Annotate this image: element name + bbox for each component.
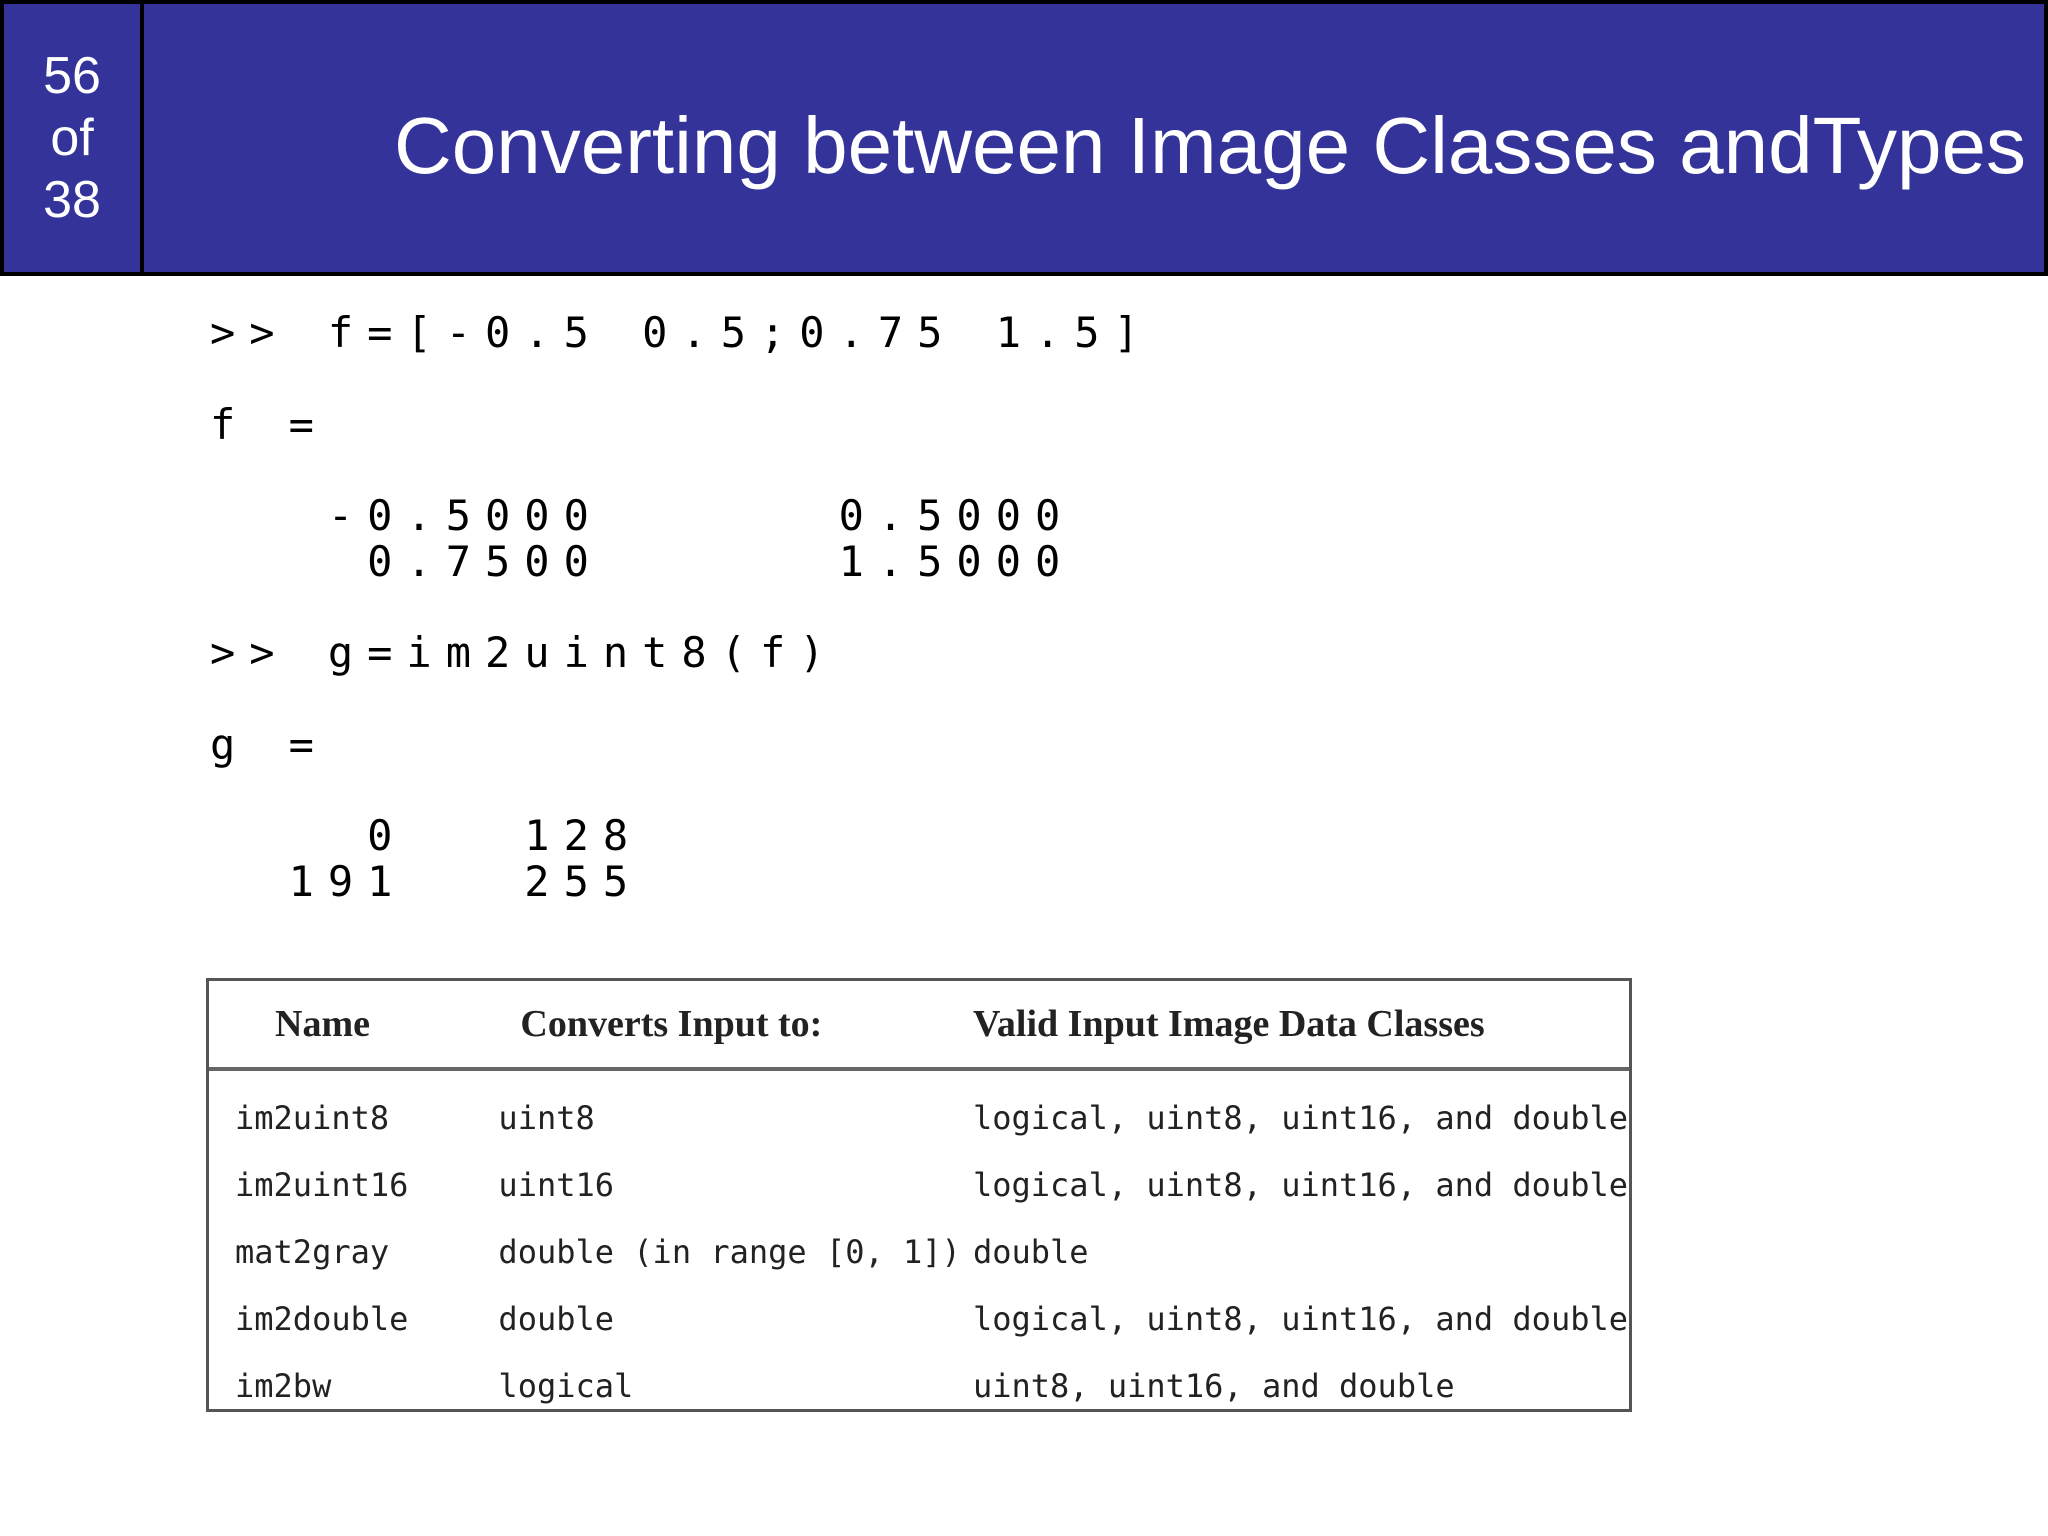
function-name-cell: im2double [235, 1299, 409, 1338]
converts-to-cell: uint8 [498, 1098, 595, 1137]
converts-to-cell: logical [498, 1366, 634, 1405]
valid-classes-cell: logical, uint8, uint16, and double [972, 1299, 1628, 1338]
slide-number-of: of [50, 109, 94, 167]
table-row [209, 1352, 1629, 1419]
code-output-g-row-1: 0 128 [210, 811, 643, 860]
table-row [209, 1069, 1629, 1151]
table-row [209, 1151, 1629, 1218]
converts-to-cell: double (in range [0, 1]) [498, 1232, 961, 1271]
code-output-f-row-2: 0.7500 1.5000 [210, 537, 1075, 586]
conversion-table-grid [209, 981, 1629, 1419]
valid-classes-cell: logical, uint8, uint16, and double [972, 1098, 1628, 1137]
function-name-cell: im2uint16 [235, 1165, 409, 1204]
conversion-table [206, 978, 1632, 1412]
function-name-cell: im2bw [235, 1366, 332, 1405]
column-header-converts-to: Converts Input to: [498, 981, 973, 1069]
converts-to-cell: uint16 [498, 1165, 615, 1204]
slide-title: Converting between Image Classes andTypes [393, 101, 2026, 190]
slide-number-total: 38 [43, 171, 101, 229]
code-output-g-row-2: 191 255 [210, 857, 643, 906]
title-bar [140, 0, 2048, 276]
function-name-cell: mat2gray [235, 1232, 390, 1271]
function-name-cell: im2uint8 [235, 1098, 390, 1137]
converts-to-cell: double [498, 1299, 615, 1338]
valid-classes-cell: uint8, uint16, and double [972, 1366, 1455, 1405]
code-output-f-label: f = [210, 400, 328, 449]
table-row [209, 1218, 1629, 1285]
valid-classes-cell: logical, uint8, uint16, and double [972, 1165, 1628, 1204]
slide-number-box [0, 0, 144, 276]
table-header-row [209, 981, 1629, 1069]
table-row [209, 1285, 1629, 1352]
code-output-g-label: g = [210, 720, 328, 769]
valid-classes-cell: double [972, 1232, 1089, 1271]
column-header-name: Name [209, 981, 498, 1069]
code-command-g: >> g=im2uint8(f) [210, 628, 839, 677]
slide-number-current: 56 [43, 47, 101, 105]
code-output-f-row-1: -0.5000 0.5000 [210, 491, 1075, 540]
column-header-valid-classes: Valid Input Image Data Classes [973, 981, 1629, 1069]
code-command-f: >> f=[-0.5 0.5;0.75 1.5] [210, 308, 1153, 357]
